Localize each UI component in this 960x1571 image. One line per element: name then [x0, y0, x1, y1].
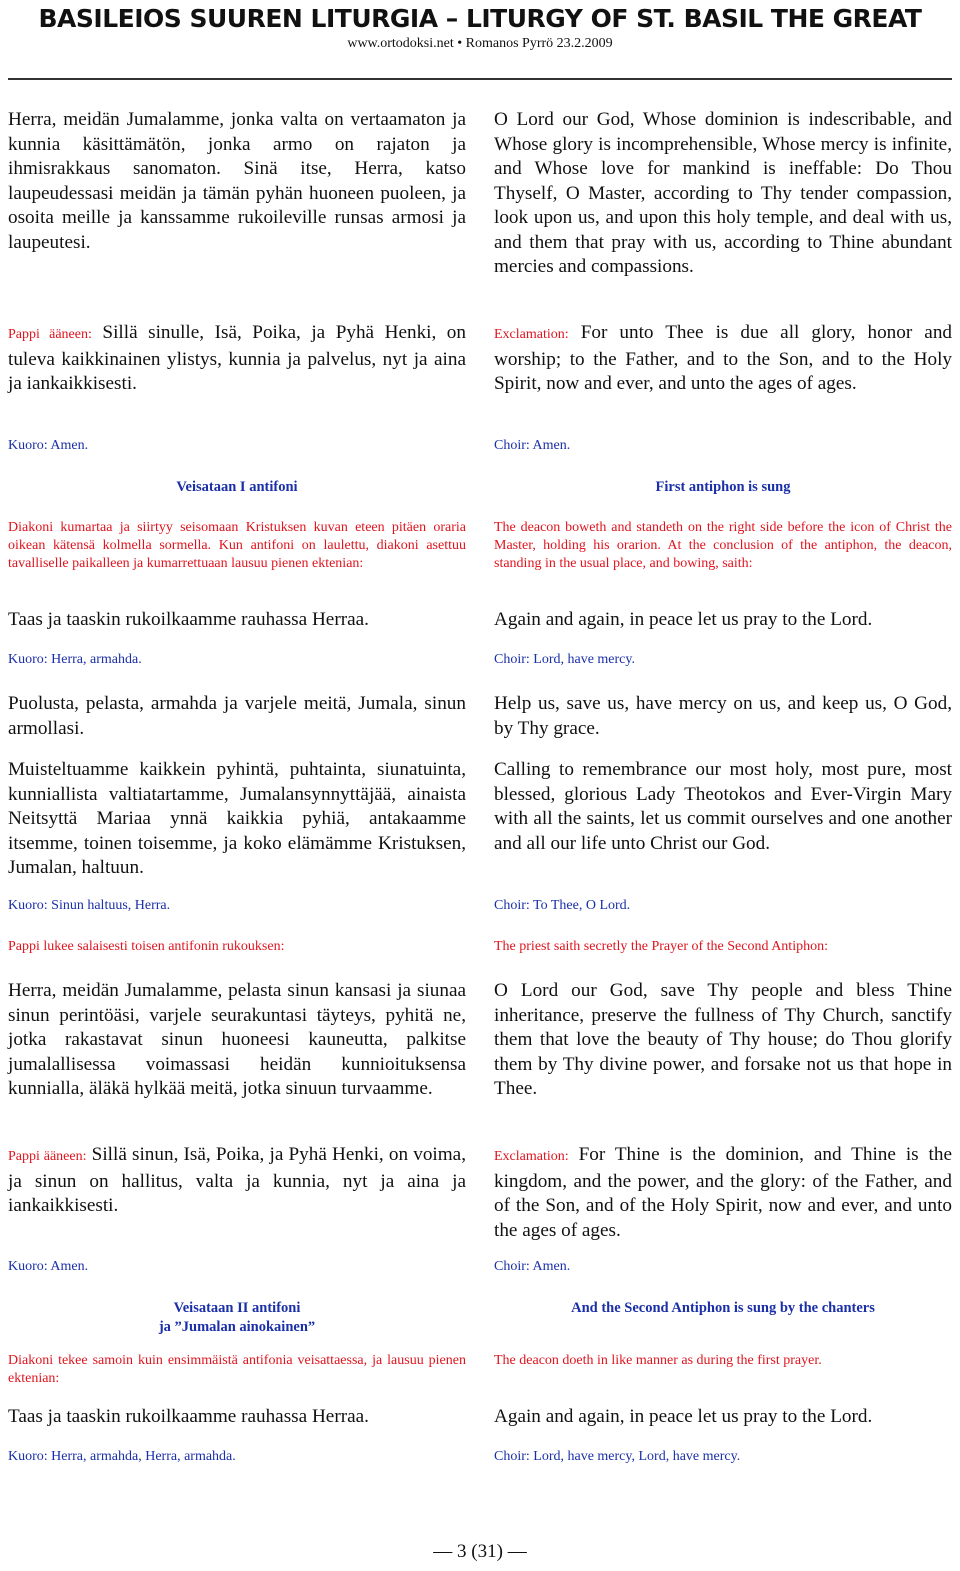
- exclamation-paragraph: [494, 1143, 952, 1243]
- rubric-paragraph: [8, 519, 466, 573]
- rubric-paragraph: Diakoni tekee samoin kuin ensimmäistä antifonia veisattaessa, ja lausuu pienen ektenian:: [8, 1353, 466, 1386]
- exclamation-paragraph: [494, 321, 952, 397]
- exclamation-paragraph: [8, 1143, 466, 1219]
- commemoration-paragraph: Calling to remembrance our most holy, most pure, most blessed, glorious Lady Theotokos and Ever-Virgin Mary with all the saints, let us commit ourselves and one another and all our life unto Christ our God.: [494, 759, 952, 854]
- exclamation-text: Sillä sinun, Isä, Poika, ja Pyhä Henki, on voima, ja sinun on hallitus, valta ja kunnia, nyt ja aina ja iankaikkisesti.: [8, 1144, 466, 1216]
- rubric-paragraph: The priest saith secretly the Prayer of the Second Antiphon:: [494, 939, 828, 954]
- choir-response: Choir: Amen.: [494, 438, 571, 453]
- choir-response: Choir: Lord, have mercy, Lord, have mercy.: [494, 1449, 741, 1464]
- rubric-paragraph: Pappi lukee salaisesti toisen antifonin rukouksen:: [8, 939, 285, 954]
- exclamation-text: For Thine is the dominion, and Thine is the kingdom, and the power, and the glory: of the Father, and of the Son, and of the Holy Spirit, now and ever, and unto the ages of ages.: [494, 1144, 953, 1241]
- header-divider: [8, 78, 952, 80]
- petition-paragraph: Puolusta, pelasta, armahda ja varjele meitä, Jumala, sinun armollasi.: [8, 693, 466, 739]
- document-subtitle: www.ortodoksi.net • Romanos Pyrrö 23.2.2009: [347, 36, 613, 51]
- prayer-paragraph: Herra, meidän Jumalamme, pelasta sinun kansasi ja siunaa sinun perintöäsi, varjele seurakuntasi täyteys, pyhitä ne, jotka rakastavat sinun huoneesi kauneutta, palkitse jumalallisessa voimassasi heidän kunnioituksensa kunnialla, äläkä hylkää meitä, jotka sinuun turvaamme.: [8, 980, 466, 1099]
- section-heading: First antiphon is sung: [655, 479, 791, 495]
- rubric-text: At the conclusion of the antiphon, the deacon, standing in the usual place, and bowing, saith:: [494, 538, 952, 571]
- exclamation-label: Exclamation:: [494, 327, 569, 342]
- rubric-text: Diakoni kumartaa ja siirtyy seisomaan Kristuksen kuvan eteen pitäen oraria oikean kätensä kolmella sormella.: [8, 520, 466, 553]
- section-heading: Veisataan I antifoni: [176, 479, 298, 495]
- choir-response: Kuoro: Herra, armahda, Herra, armahda.: [8, 1449, 236, 1464]
- litany-line: Again and again, in peace let us pray to the Lord.: [494, 1406, 873, 1427]
- section-heading: [8, 1299, 466, 1337]
- choir-response: Kuoro: Herra, armahda.: [8, 652, 142, 667]
- petition-paragraph: Help us, save us, have mercy on us, and keep us, O God, by Thy grace.: [494, 693, 952, 739]
- rubric-text: Kun antifoni on laulettu, diakoni asettuu tavalliselle paikalleen ja kumarrettuaan lausuu pienen ektenian:: [8, 538, 467, 571]
- page-header: [0, 0, 960, 53]
- section-heading-line: Veisataan II antifoni: [173, 1300, 301, 1316]
- choir-response: Choir: To Thee, O Lord.: [494, 898, 631, 913]
- section-heading: And the Second Antiphon is sung by the chanters: [571, 1300, 875, 1316]
- choir-response: Kuoro: Sinun haltuus, Herra.: [8, 898, 171, 913]
- exclamation-text: For unto Thee is due all glory, honor and worship; to the Father, and to the Son, and to the Holy Spirit, now and ever, and unto the ages of ages.: [494, 322, 953, 394]
- litany-line: Again and again, in peace let us pray to the Lord.: [494, 609, 873, 630]
- exclamation-label: Exclamation:: [494, 1149, 569, 1164]
- exclamation-label: Pappi ääneen:: [8, 327, 92, 342]
- choir-response: Kuoro: Amen.: [8, 1259, 89, 1274]
- document-title: BASILEIOS SUUREN LITURGIA – LITURGY OF ST. BASIL THE GREAT: [38, 4, 922, 33]
- litany-line: Taas ja taaskin rukoilkaamme rauhassa Herraa.: [8, 1406, 369, 1427]
- prayer-paragraph: O Lord our God, Whose dominion is indescribable, and Whose glory is incomprehensible, Whose mercy is infinite, and Whose love for mankind is ineffable: Do Thou Thyself, O Master, according to Thy tender compassion, look upon us, and upon this holy temple, and deal with us, and them that pray with us, according to Thine abundant mercies and compassions.: [494, 109, 952, 277]
- prayer-paragraph: Herra, meidän Jumalamme, jonka valta on vertaamaton ja kunnia käsittämätön, jonka armo on rajaton ja ihmisrakkaus sanomaton. Sinä itse, Herra, katso laupeudessasi meidän ja tämän pyhän huoneen puoleen, ja osoita meille ja kanssamme rukoileville runsas armosi ja laupeutesi.: [8, 109, 466, 253]
- exclamation-label: Pappi ääneen:: [8, 1149, 87, 1164]
- commemoration-paragraph: Muisteltuamme kaikkein pyhintä, puhtainta, siunatuinta, kunniallista valtiatartamme, Jumalansynnyttäjää, ainaista Neitsyttä Mariaa ynnä kaikkia pyhiä, antakaamme itsemme, toinen toisemme, ja koko elämämme Kristuksen, Jumalan, haltuun.: [8, 759, 466, 878]
- choir-response: Choir: Lord, have mercy.: [494, 652, 635, 667]
- rubric-text: The deacon boweth and standeth on the right side before the icon of Christ the Master, holding his orarion.: [494, 520, 952, 553]
- choir-response: Kuoro: Amen.: [8, 438, 89, 453]
- exclamation-paragraph: [8, 321, 466, 397]
- page-number: — 3 (31) —: [433, 1541, 527, 1562]
- litany-line: Taas ja taaskin rukoilkaamme rauhassa Herraa.: [8, 609, 369, 630]
- exclamation-text: Sillä sinulle, Isä, Poika, ja Pyhä Henki, on tuleva kaikkinainen ylistys, kunnia ja palvelus, nyt ja aina ja iankaikkisesti.: [8, 322, 466, 394]
- section-heading-line: ja ”Jumalan ainokainen”: [158, 1319, 316, 1335]
- rubric-paragraph: [494, 519, 952, 573]
- prayer-paragraph: O Lord our God, save Thy people and bless Thine inheritance, preserve the fullness of Thy Church, sanctify them that love the beauty of Thy house; do Thou glorify them by Thy divine power, and forsake not us that hope in Thee.: [494, 980, 952, 1099]
- rubric-paragraph: The deacon doeth in like manner as during the first prayer.: [494, 1353, 822, 1368]
- choir-response: Choir: Amen.: [494, 1259, 571, 1274]
